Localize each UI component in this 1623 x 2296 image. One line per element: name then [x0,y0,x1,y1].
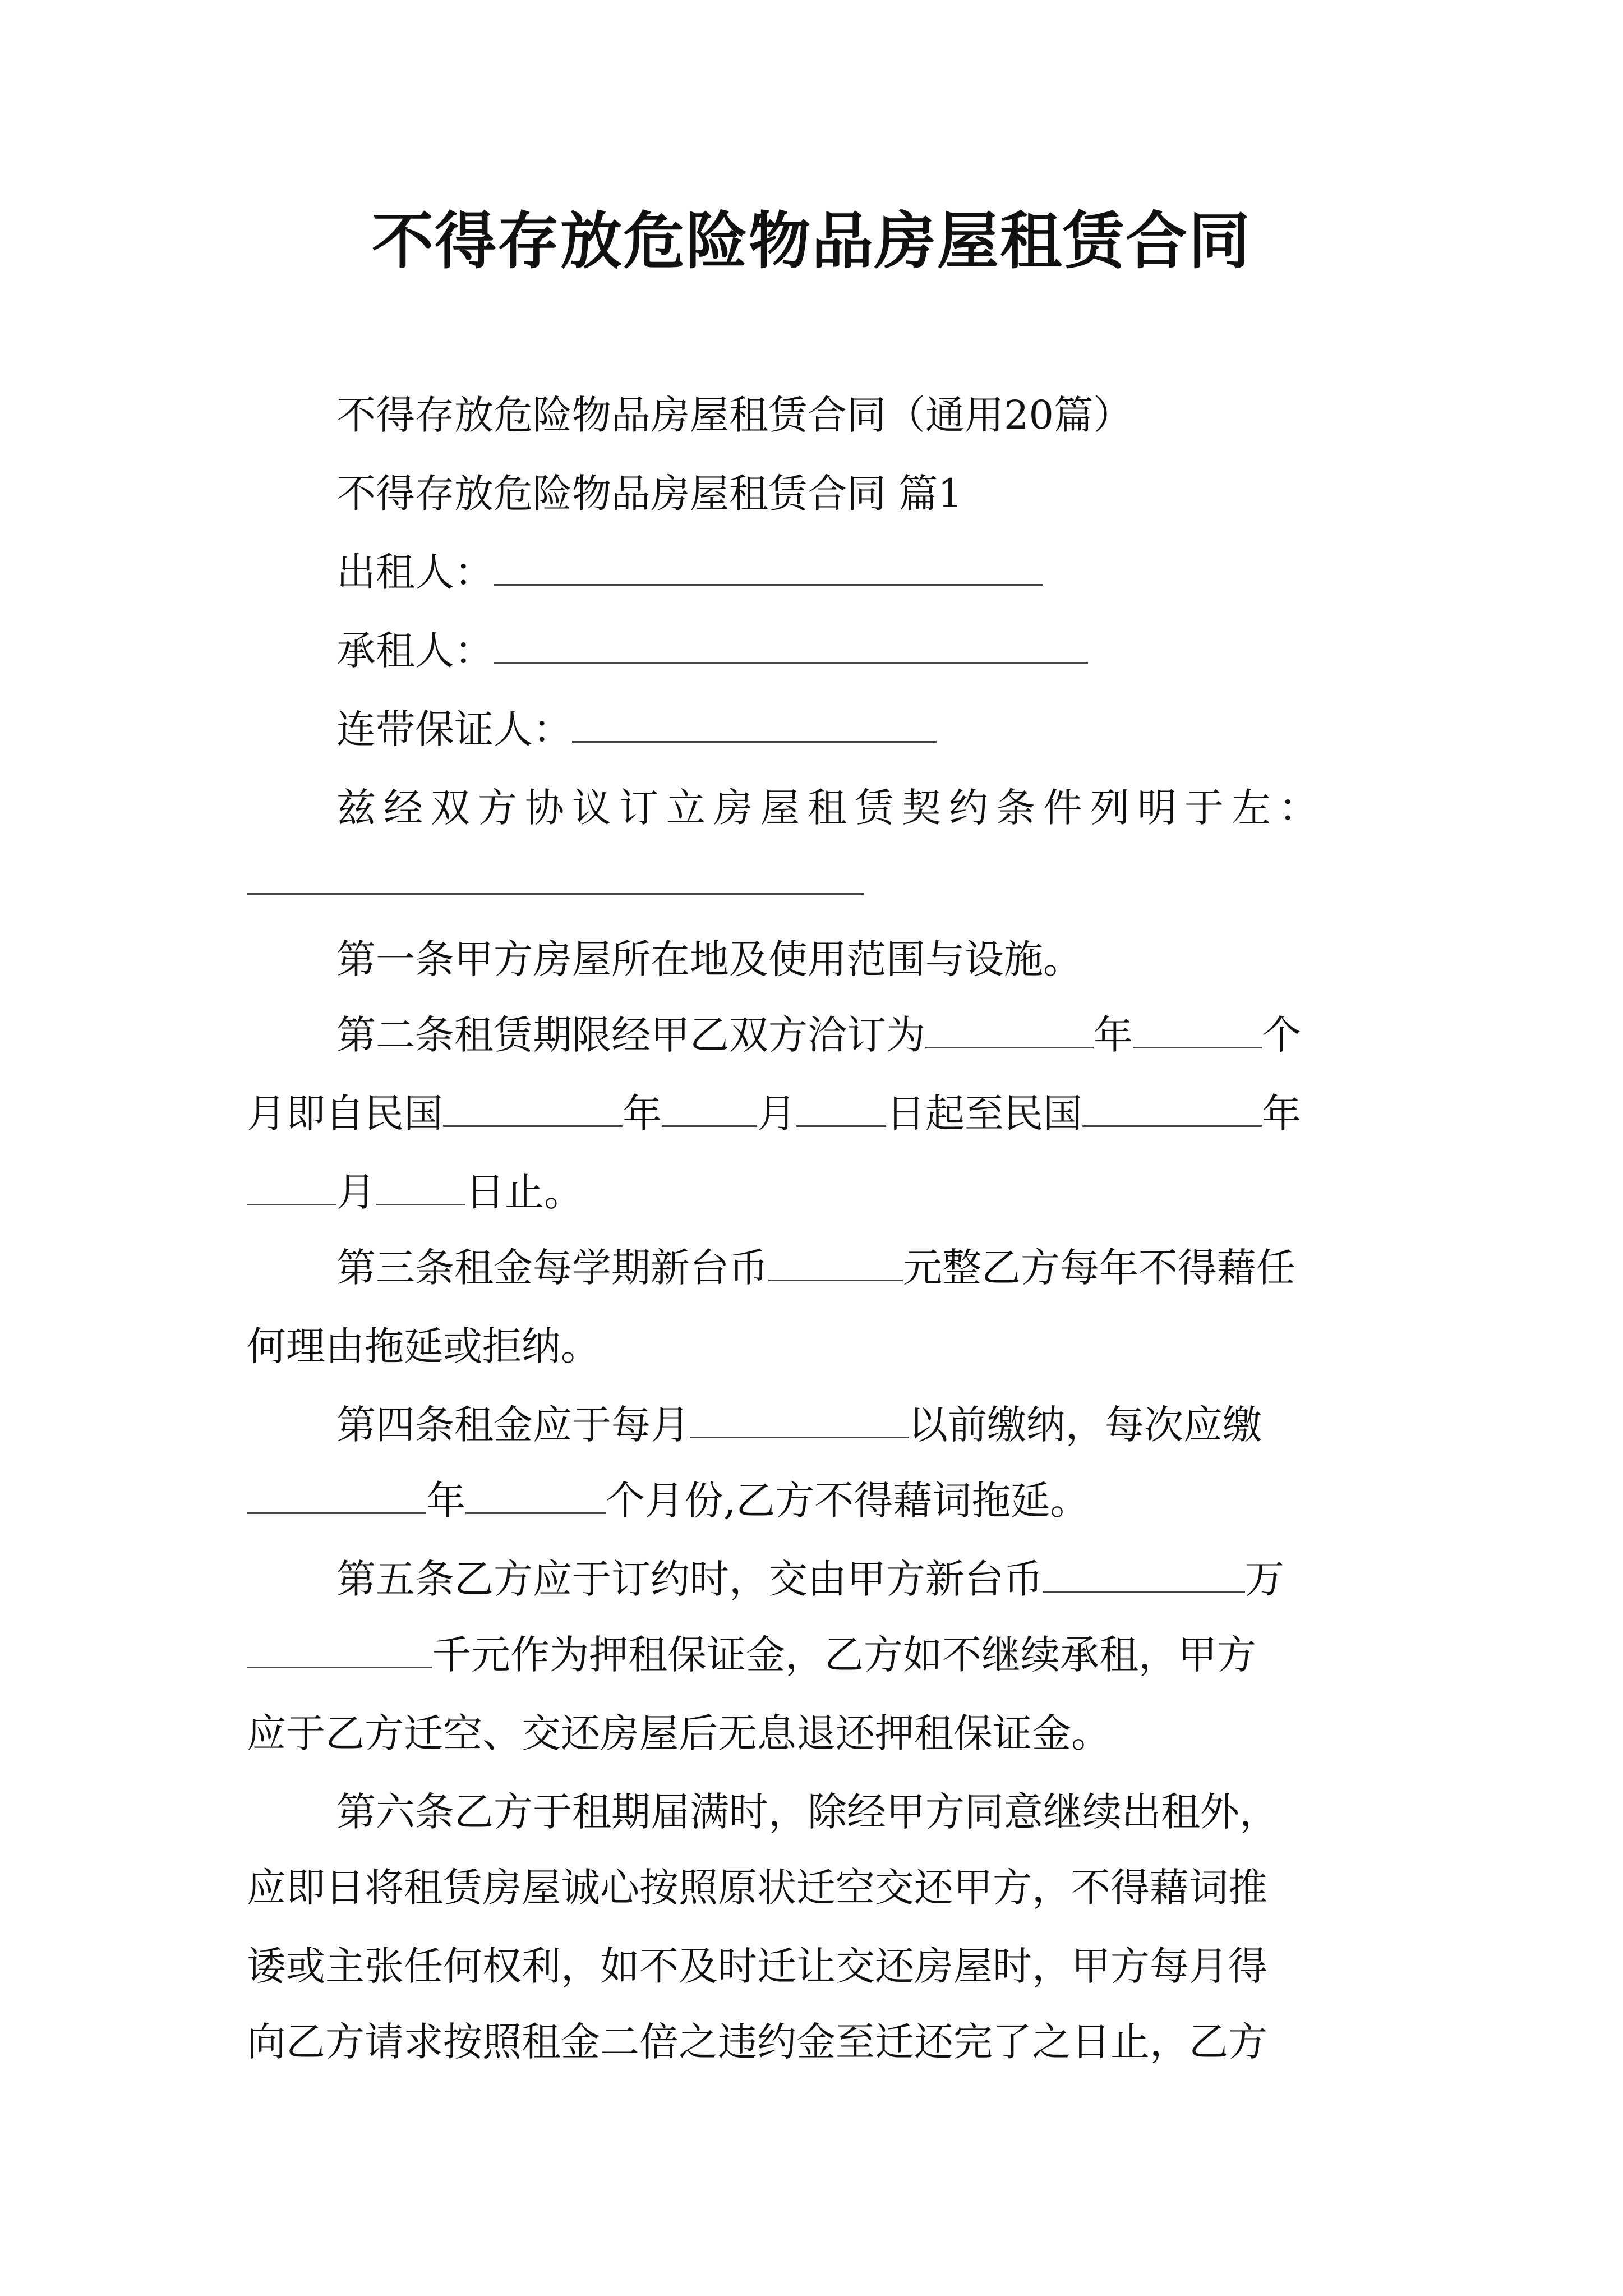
clause-2-text: 第二条租赁期限经甲乙双方洽订为 [336,1012,925,1058]
clause-2-text: 月 [336,1169,376,1215]
clause-3-line-2: 何理由拖延或拒纳。 [247,1323,600,1369]
clause-6-line-3: 诿或主张任何权利，如不及时迁让交还房屋时，甲方每月得 [247,1943,1267,1989]
start-year-blank[interactable] [443,1089,623,1127]
clause-5-text: 第五条乙方应于订约时，交由甲方新台币 [336,1556,1043,1602]
clause-4-text: 以前缴纳，每次应缴 [909,1402,1262,1448]
clause-2-term-months-blank[interactable] [1133,1011,1262,1048]
payment-months-blank[interactable] [465,1476,606,1514]
clause-2-line-1 [336,1007,1301,1063]
clause-4-line-1 [336,1397,1262,1453]
section-heading: 不得存放危险物品房屋租赁合同 篇1 [336,471,963,517]
start-month-blank[interactable] [662,1089,757,1127]
end-month-blank[interactable] [247,1168,336,1205]
lessee-field [336,623,1088,679]
lessor-blank[interactable] [494,548,1043,586]
intro-text: 兹经双方协议订立房屋租赁契约条件列明于左： [336,785,1326,831]
lessor-label: 出租人： [336,549,494,595]
clause-2-text: 年 [1262,1091,1301,1137]
start-day-blank[interactable] [796,1089,886,1127]
clause-2-text: 个 [1262,1012,1301,1058]
document-subtitle: 不得存放危险物品房屋租赁合同（通用20篇） [336,392,1133,438]
clause-2-line-2 [247,1085,1301,1142]
lessee-label: 承租人： [336,628,494,674]
lessor-field [336,544,1043,600]
clause-5-text: 千元作为押租保证金，乙方如不继续承租，甲方 [432,1632,1256,1678]
guarantor-label: 连带保证人： [336,706,572,752]
clause-2-term-years-blank[interactable] [925,1011,1094,1048]
deposit-ten-thousand-blank[interactable] [1043,1555,1245,1593]
clause-2-text: 年 [623,1091,662,1137]
clause-2-text: 日起至民国 [886,1091,1082,1137]
clause-1: 第一条甲方房屋所在地及使用范围与设施。 [336,936,1082,982]
clause-4-text: 年 [426,1478,465,1524]
clause-2-text: 月即自民国 [247,1091,443,1137]
clause-3-text: 第三条租金每学期新台币 [336,1245,768,1291]
clause-2-line-3 [247,1164,583,1220]
clause-6-line-4: 向乙方请求按照租金二倍之违约金至迁还完了之日止，乙方 [247,2019,1267,2065]
intro-blank-line [247,893,864,895]
lessee-blank[interactable] [494,627,1088,664]
clause-5-text: 万 [1245,1556,1284,1602]
clause-6-line-2: 应即日将租赁房屋诚心按照原状迁空交还甲方，不得藉词推 [247,1865,1267,1911]
clause-2-text: 月 [757,1091,796,1137]
clause-4-text: 个月份,乙方不得藉词拖延。 [606,1478,1090,1524]
clause-4-line-2 [247,1473,1089,1529]
clause-3-text: 元整乙方每年不得藉任 [903,1245,1295,1291]
payment-years-blank[interactable] [247,1476,426,1514]
guarantor-blank[interactable] [572,705,937,743]
rent-amount-blank[interactable] [768,1244,903,1281]
deposit-thousand-blank[interactable] [247,1631,432,1668]
clause-2-text: 日止。 [465,1169,583,1215]
clause-2-text: 年 [1094,1012,1133,1058]
clause-5-line-2 [247,1627,1256,1683]
clause-5-line-1 [336,1551,1284,1607]
clause-5-line-3: 应于乙方迁空、交还房屋后无息退还押租保证金。 [247,1710,1110,1756]
end-day-blank[interactable] [376,1168,465,1205]
clause-6-line-1: 第六条乙方于租期届满时，除经甲方同意继续出租外， [336,1789,1279,1835]
end-year-blank[interactable] [1082,1089,1262,1127]
clause-4-text: 第四条租金应于每月 [336,1402,690,1448]
payment-date-blank[interactable] [690,1401,909,1438]
guarantor-field [336,701,937,757]
clause-3-line-1 [336,1240,1295,1296]
document-title: 不得存放危险物品房屋租赁合同 [372,205,1251,277]
